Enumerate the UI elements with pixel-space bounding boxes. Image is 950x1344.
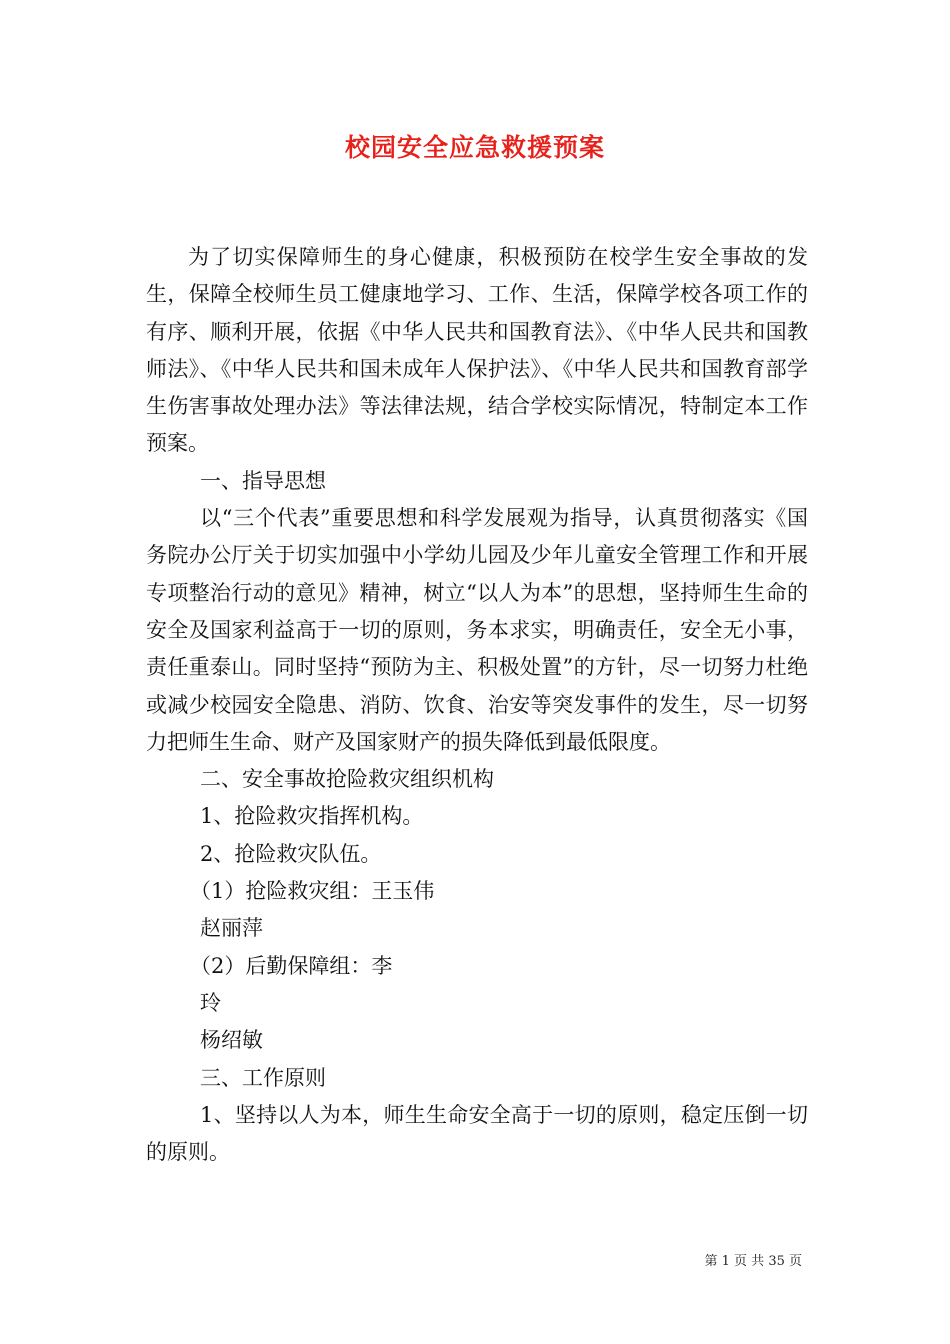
member-name: 杨绍敏 <box>200 1028 263 1053</box>
document-body <box>146 239 808 1171</box>
list-item-team: 2、抢险救灾队伍。 <box>200 841 382 866</box>
list-item-rescue-group: （1）抢险救灾组：王玉伟 <box>190 879 435 904</box>
member-name: 玲 <box>200 990 221 1015</box>
list-item-logistics-group: （2）后勤保障组：李 <box>190 953 393 978</box>
heading-principles: 三、工作原则 <box>200 1065 326 1090</box>
page-number: 第 1 页 共 35 页 <box>704 1254 802 1269</box>
heading-organization: 二、安全事故抢险救灾组织机构 <box>200 767 494 792</box>
member-name: 赵丽萍 <box>200 916 263 941</box>
document-title: 校园安全应急救援预案 <box>344 133 605 162</box>
guiding-thought-paragraph: 以“三个代表”重要思想和科学发展观为指导，认真贯彻落实《国务院办公厅关于切实加强中小学幼儿园及少年儿童安全管理工作和开展专项整治行动的意见》精神，树立“以人为本”的思想，坚持师生生命的安全及国家利益高于一切的原则，务本求实，明确责任，安全无小事，责任重泰山。同时坚持“预防为主、积极处置”的方针，尽一切努力杜绝或减少校园安全隐患、消防、饮食、治安等突发事件的发生，尽一切努力把师生生命、财产及国家财产的损失降低到最低限度。 <box>146 506 808 754</box>
list-item-command: 1、抢险救灾指挥机构。 <box>200 804 424 829</box>
heading-guiding-thought: 一、指导思想 <box>200 468 326 493</box>
principle-paragraph: 1、坚持以人为本，师生生命安全高于一切的原则，稳定压倒一切的原则。 <box>146 1102 808 1165</box>
intro-paragraph: 为了切实保障师生的身心健康，积极预防在校学生安全事故的发生，保障全校师生员工健康地学习、工作、生活，保障学校各项工作的有序、顺利开展，依据《中华人民共和国教育法》、《中华人民共和国教师法》、《中华人民共和国未成年人保护法》、《中华人民共和国教育部学生伤害事故处理办法》等法律法规，结合学校实际情况，特制定本工作预案。 <box>146 245 808 456</box>
